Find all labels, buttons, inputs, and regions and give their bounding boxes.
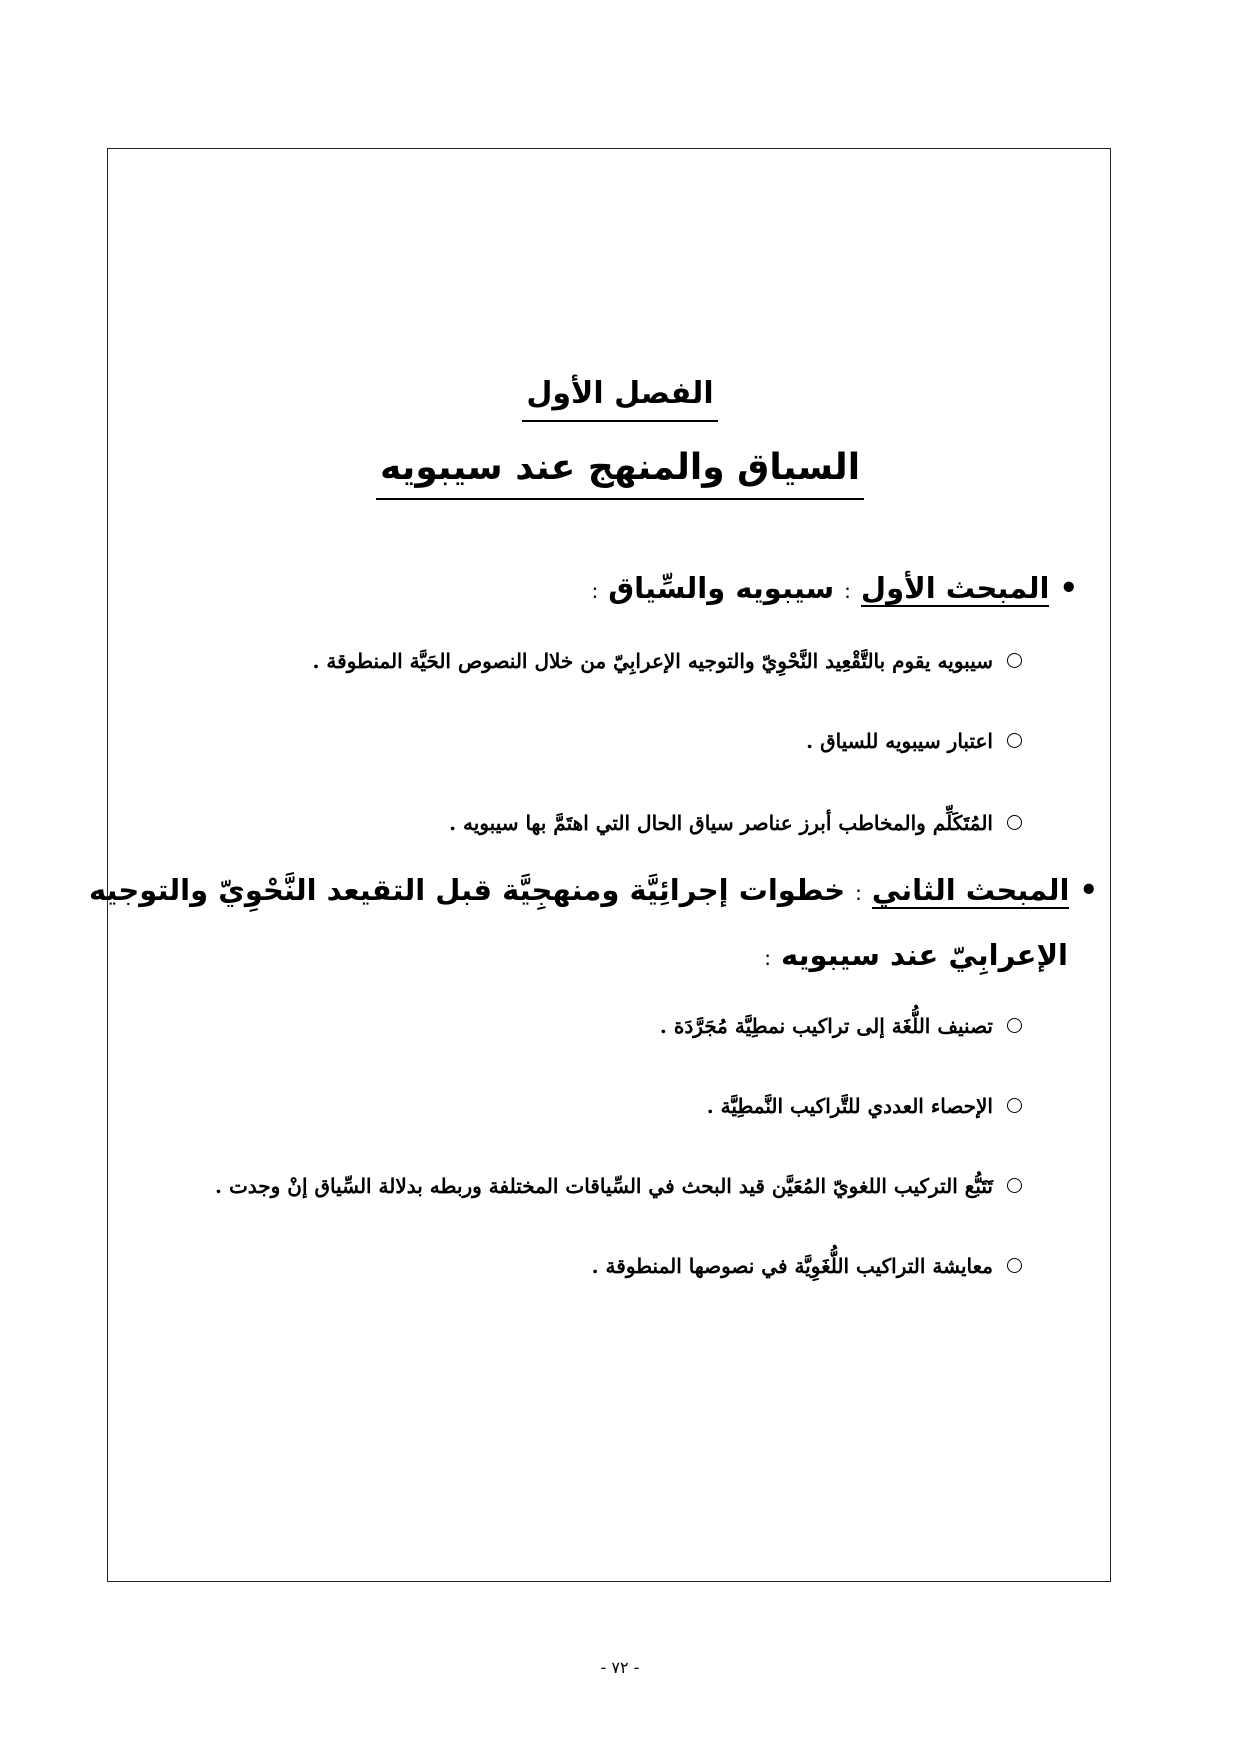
section-2-end-colon: : bbox=[764, 946, 771, 970]
list-item bbox=[592, 1248, 1022, 1284]
page-border-frame bbox=[107, 148, 1111, 1582]
list-item bbox=[449, 805, 1022, 841]
section-2-title-line-1: خطوات إجرائِيَّة ومنهجِيَّة قبل التقيعد النَّحْوِيّ والتوجيه bbox=[88, 873, 846, 907]
list-item bbox=[215, 1168, 1022, 1204]
circle-bullet-icon bbox=[1007, 653, 1022, 668]
section-2-label: المبحث الثاني bbox=[871, 873, 1070, 907]
section-2-colon: : bbox=[855, 881, 862, 905]
circle-bullet-icon bbox=[1007, 815, 1022, 830]
list-item bbox=[707, 1088, 1022, 1124]
page-number: - ٧٢ - bbox=[600, 1658, 640, 1677]
list-item-text: سيبويه يقوم بالتَّقْعِيد النَّحْوِيّ والتوجيه الإعرابِيّ من خلال النصوص الحَيَّة المنطوقة . bbox=[312, 649, 993, 673]
chapter-subtitle-text: السياق والمنهج عند سيبويه bbox=[376, 442, 864, 500]
section-1-label: المبحث الأول bbox=[860, 571, 1050, 605]
list-item-text: تصنيف اللُّغَة إلى تراكيب نمطِيَّة مُجَرَّدَة . bbox=[659, 1014, 993, 1038]
list-item-text: المُتَكَلِّم والمخاطب أبرز عناصر سياق الحال التي اهتَمَّ بها سيبويه . bbox=[449, 811, 993, 835]
circle-bullet-icon bbox=[1007, 733, 1022, 748]
circle-bullet-icon bbox=[1007, 1178, 1022, 1193]
circle-bullet-icon bbox=[1007, 1018, 1022, 1033]
section-1-heading bbox=[581, 566, 1078, 613]
section-1-colon: : bbox=[844, 579, 851, 603]
section-1-end-colon: : bbox=[591, 579, 599, 603]
list-item-text: اعتبار سيبويه للسياق . bbox=[806, 729, 993, 753]
list-item bbox=[313, 643, 1023, 679]
list-item-text: تَتَبُّع التركيب اللغويّ المُعَيَّن قيد البحث في السِّياقات المختلفة وربطه بدلالة السِّياق إنْ وجدت . bbox=[215, 1174, 993, 1198]
list-item-text: معايشة التراكيب اللُّغَوِيَّة في نصوصها المنطوقة . bbox=[591, 1254, 993, 1278]
bullet-icon: • bbox=[1059, 571, 1078, 605]
bullet-icon: • bbox=[1079, 873, 1098, 907]
chapter-title bbox=[0, 372, 1240, 422]
section-2-title-line-2: الإعرابِيّ عند سيبويه bbox=[781, 938, 1068, 972]
list-item-text: الإحصاء العددي للتَّراكيب النَّمطِيَّة . bbox=[706, 1094, 993, 1118]
section-2-heading bbox=[89, 868, 1098, 980]
chapter-title-text: الفصل الأول bbox=[522, 372, 717, 422]
list-item bbox=[660, 1008, 1022, 1044]
list-item bbox=[806, 723, 1022, 759]
chapter-subtitle bbox=[0, 442, 1240, 500]
circle-bullet-icon bbox=[1007, 1098, 1022, 1113]
section-1-title: سيبويه والسِّياق bbox=[608, 571, 835, 605]
circle-bullet-icon bbox=[1007, 1258, 1022, 1273]
